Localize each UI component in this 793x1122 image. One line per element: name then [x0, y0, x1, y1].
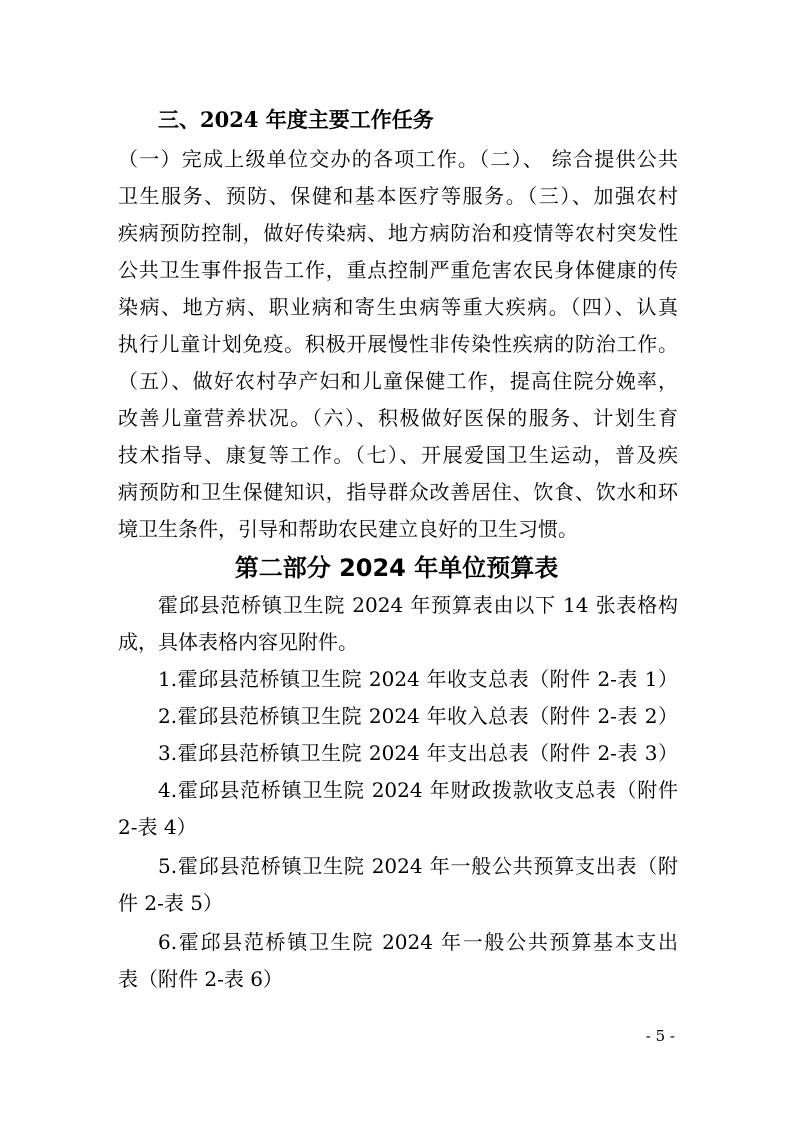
body-line: 改善儿童营养状况。（六）、积极做好医保的服务、计划生育: [118, 406, 678, 430]
body-line: 技术指导、康复等工作。（七）、开展爱国卫生运动，普及疾: [118, 443, 678, 467]
body-line: 染病、地方病、职业病和寄生虫病等重大疾病。（四）、认真: [118, 295, 678, 319]
body-line: 卫生服务、预防、保健和基本医疗等服务。（三）、加强农村: [118, 184, 678, 208]
table-list-item-continued: 件 2-表 5）: [118, 891, 223, 915]
table-list-item: 6.霍邱县范桥镇卫生院 2024 年一般公共预算基本支出: [158, 930, 678, 954]
body-line: 公共卫生事件报告工作，重点控制严重危害农民身体健康的传: [118, 258, 678, 282]
body-line: 执行儿童计划免疫。积极开展慢性非传染性疾病的防治工作。: [118, 332, 678, 356]
table-list-item-continued: 2-表 4）: [118, 815, 197, 839]
intro-line: 霍邱县范桥镇卫生院 2024 年预算表由以下 14 张表格构: [158, 593, 678, 617]
body-line: （一）完成上级单位交办的各项工作。（二）、 综合提供公共: [118, 147, 678, 171]
table-list-item: 5.霍邱县范桥镇卫生院 2024 年一般公共预算支出表（附: [158, 854, 678, 878]
table-list-item-continued: 表（附件 2-表 6）: [118, 967, 283, 991]
body-line: 疾病预防控制，做好传染病、地方病防治和疫情等农村突发性: [118, 221, 678, 245]
body-line: 病预防和卫生保健知识，指导群众改善居住、饮食、饮水和环: [118, 480, 678, 504]
page-number: - 5 -: [645, 1027, 675, 1045]
table-list-item: 3.霍邱县范桥镇卫生院 2024 年支出总表（附件 2-表 3）: [158, 741, 678, 765]
body-line: （五）、做好农村孕产妇和儿童保健工作，提高住院分娩率，: [118, 369, 678, 393]
table-list-item: 4.霍邱县范桥镇卫生院 2024 年财政拨款收支总表（附件: [158, 778, 678, 802]
table-list-item: 2.霍邱县范桥镇卫生院 2024 年收入总表（附件 2-表 2）: [158, 704, 678, 728]
table-list-item: 1.霍邱县范桥镇卫生院 2024 年收支总表（附件 2-表 1）: [158, 667, 678, 691]
body-line: 境卫生条件，引导和帮助农民建立良好的卫生习惯。: [118, 517, 578, 541]
intro-line: 成，具体表格内容见附件。: [118, 630, 358, 654]
part-title: 第二部分 2024 年单位预算表: [234, 554, 559, 582]
section-heading: 三、2024 年度主要工作任务: [158, 107, 434, 132]
